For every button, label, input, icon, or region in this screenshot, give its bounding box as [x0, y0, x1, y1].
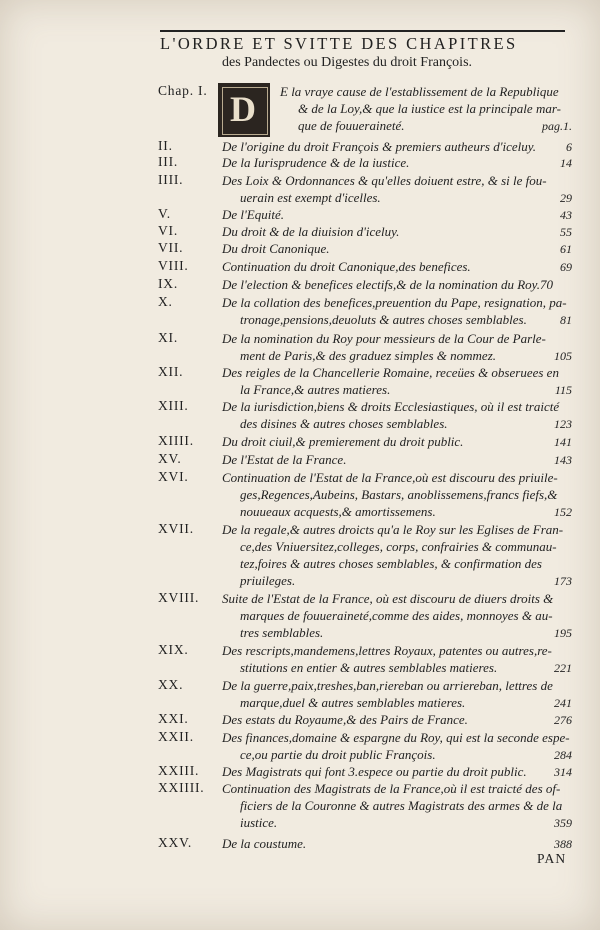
chapter-title-line: Des reigles de la Chancellerie Romaine, receües & obseruees en: [222, 365, 559, 380]
page-number: 61: [560, 242, 572, 256]
chapter-title-line: ce,des Vniuersitez,colleges, corps, confrairies & communau-: [240, 539, 557, 554]
chapter-title-line: Des finances,domaine & espargne du Roy, qui est la seconde espe-: [222, 730, 570, 745]
page-subtitle: des Pandectes ou Digestes du droit François.: [222, 55, 473, 70]
chapter-title-line: des disines & autres choses semblables.: [240, 416, 448, 431]
chapter-title-line: ment de Paris,& des graduez simples & nommez.: [240, 348, 497, 363]
chapter-title-line: De la coustume.: [222, 836, 307, 851]
catchword: PAN: [537, 851, 567, 866]
chapter-title: [222, 294, 572, 328]
chapter-title-line: uerain est exempt d'icelles.: [240, 190, 381, 205]
chapter-number: XV.: [158, 451, 182, 466]
page-number: 123: [554, 417, 572, 431]
chapter-title-line: ges,Regences,Aubeins, Bastars, anoblissemens,francs fiefs,&: [240, 487, 558, 502]
chapter-title: [222, 642, 572, 676]
chapter-title-line: De l'Estat de la France.: [222, 452, 347, 467]
chapter-number: XVII.: [158, 521, 194, 536]
chapter-title-line: tronage,pensions,deuoluts & autres choses semblables.: [240, 312, 527, 327]
chapter-title-line: Du droit ciuil,& premierement du droit public.: [222, 434, 464, 449]
chapter-number: XVI.: [158, 469, 189, 484]
chapter-number: VIII.: [158, 258, 189, 273]
chapter-title-line: De la regale,& autres droicts qu'a le Roy sur les Eglises de Fran-: [222, 522, 564, 537]
chapter-title: [222, 451, 572, 468]
chapter-title-line: De l'origine du droit François & premiers autheurs d'iceluy.: [222, 139, 537, 154]
chapter-title: [222, 154, 572, 171]
page-number: 141: [554, 435, 572, 449]
chapter-title: [222, 240, 572, 257]
ornamental-initial: [218, 83, 270, 137]
chapter-title-line: nouueaux acquests,& amortissemens.: [240, 504, 436, 519]
chapter-title-line: Du droit Canonique.: [222, 241, 330, 256]
initial-letter: D: [230, 89, 256, 129]
chapter-title: [222, 590, 572, 641]
chapter-number: XIII.: [158, 398, 189, 413]
page-number: 241: [554, 696, 572, 710]
chapter-number: II.: [158, 138, 173, 153]
chapter-title-line: Continuation des Magistrats de la France,où il est traicté des of-: [222, 781, 561, 796]
chapter-number: XXI.: [158, 711, 189, 726]
chapter-title-line: marques de fouueraineté,comme des aides, monnoyes & au-: [240, 608, 553, 623]
chapter-title-line: Du droit & de la diuision d'iceluy.: [222, 224, 400, 239]
page-number: 81: [560, 313, 572, 327]
chapter-title: [222, 276, 572, 293]
chapter-title-line: De l'Equité.: [222, 207, 284, 222]
chapter-title-line: tres semblables.: [240, 625, 324, 640]
chapter-title-line: De la guerre,paix,treshes,ban,riereban ou arriereban, lettres de: [222, 678, 553, 693]
page-number: 43: [560, 208, 572, 222]
chapter-title-line: De la iurisdiction,biens & droits Ecclesiastiques, où il est traicté: [222, 399, 560, 414]
chapter-number: XXV.: [158, 835, 193, 850]
page-number: 276: [554, 713, 572, 727]
chapter-title-line: Continuation du droit Canonique,des benefices.: [222, 259, 471, 274]
chapter-title-line: Des estats du Royaume,& des Pairs de France.: [222, 712, 468, 727]
chapter-title: [222, 433, 572, 450]
chapter-title: [222, 258, 572, 275]
chapter-number: XX.: [158, 677, 184, 692]
page-number: 221: [554, 661, 572, 675]
page-number: 284: [554, 748, 572, 762]
chapter-number: XXIII.: [158, 763, 200, 778]
page-number: 143: [554, 453, 572, 467]
chapter-number: IIII.: [158, 172, 184, 187]
page-number: 173: [554, 574, 572, 588]
page-number: 105: [554, 349, 572, 363]
page-number: 314: [554, 765, 572, 779]
page-number: 14: [560, 156, 572, 170]
chapter-title-line: marque,duel & autres semblables matieres.: [240, 695, 466, 710]
chapter-number: VI.: [158, 223, 179, 238]
chapter-title-line: ficiers de la Couronne & autres Magistrats des armes & de la: [240, 798, 563, 813]
page-number: 55: [560, 225, 572, 239]
chapter-number: V.: [158, 206, 171, 221]
chapter-title-line: que de fouueraineté.: [298, 118, 405, 133]
chapter-title-line: tez,foires & autres choses semblables, & confirmation des: [240, 556, 542, 571]
chapter-title: [222, 711, 572, 728]
chapter-title-line: Des rescripts,mandemens,lettres Royaux, patentes ou autres,re-: [222, 643, 552, 658]
chapter-title: [222, 835, 572, 852]
chapter-number: IX.: [158, 276, 179, 291]
chapter-title: [222, 138, 572, 155]
chapter-number: XXIIII.: [158, 780, 205, 795]
header-rule: [160, 30, 565, 32]
chapter-title-line: De l'election & benefices electifs,& de la nomination du Roy.70: [222, 277, 553, 292]
chapter-title-line: Continuation de l'Estat de la France,où est discouru des priuile-: [222, 470, 558, 485]
chapter-number: III.: [158, 154, 179, 169]
chapter-title-line: Suite de l'Estat de la France, où est discouru de diuers droits &: [222, 591, 554, 606]
chapter-title-line: E la vraye cause de l'establissement de la Republique: [280, 84, 559, 99]
chapter-title-line: De la nomination du Roy pour messieurs de la Cour de Parle-: [222, 331, 546, 346]
chapter-title: [222, 763, 572, 780]
page-number: 195: [554, 626, 572, 640]
page-number: 388: [554, 837, 572, 851]
chapter-number: XII.: [158, 364, 184, 379]
chapter-number: XI.: [158, 330, 179, 345]
chapter-title-line: Des Magistrats qui font 3.espece ou partie du droit public.: [222, 764, 527, 779]
page-number: 29: [560, 191, 572, 205]
page-number: 152: [554, 505, 572, 519]
chapter-title: [222, 780, 572, 831]
chapter-number: Chap. I.: [158, 83, 208, 98]
chapter-title-line: stitutions en entier & autres semblables matieres.: [240, 660, 498, 675]
chapter-title: [222, 729, 572, 763]
page-number: 359: [554, 816, 572, 830]
chapter-title-line: priuileges.: [240, 573, 296, 588]
chapter-title: [222, 172, 572, 206]
chapter-number: X.: [158, 294, 173, 309]
chapter-title-line: De la Iurisprudence & de la iustice.: [222, 155, 410, 170]
chapter-title-line: la France,& autres matieres.: [240, 382, 391, 397]
chapter-title-line: ce,ou partie du droit public François.: [240, 747, 436, 762]
chapter-title: [222, 521, 572, 589]
chapter-title-line: & de la Loy,& que la iustice est la principale mar-: [298, 101, 561, 116]
page-number: pag.1.: [542, 119, 572, 133]
chapter-number: XXII.: [158, 729, 194, 744]
page-number: 69: [560, 260, 572, 274]
chapter-number: XIIII.: [158, 433, 194, 448]
chapter-title: [222, 677, 572, 711]
chapter-number: XVIII.: [158, 590, 200, 605]
page-number: 6: [566, 140, 572, 154]
page-title: L'ORDRE ET SVITTE DES CHAPITRES: [160, 34, 518, 53]
chapter-number: VII.: [158, 240, 184, 255]
chapter-title-line: iustice.: [240, 815, 278, 830]
chapter-title: [222, 469, 572, 520]
chapter-title: [222, 223, 572, 240]
chapter-title-line: De la collation des benefices,preuention du Pape, resignation, pa-: [222, 295, 567, 310]
chapter-title: [222, 330, 572, 364]
page-number: 115: [554, 383, 572, 397]
chapter-title: [280, 83, 572, 134]
chapter-title: [222, 364, 572, 398]
chapter-title: [222, 398, 572, 432]
chapter-number: XIX.: [158, 642, 189, 657]
chapter-title-line: Des Loix & Ordonnances & qu'elles doiuent estre, & si le fou-: [222, 173, 547, 188]
chapter-title: [222, 206, 572, 223]
